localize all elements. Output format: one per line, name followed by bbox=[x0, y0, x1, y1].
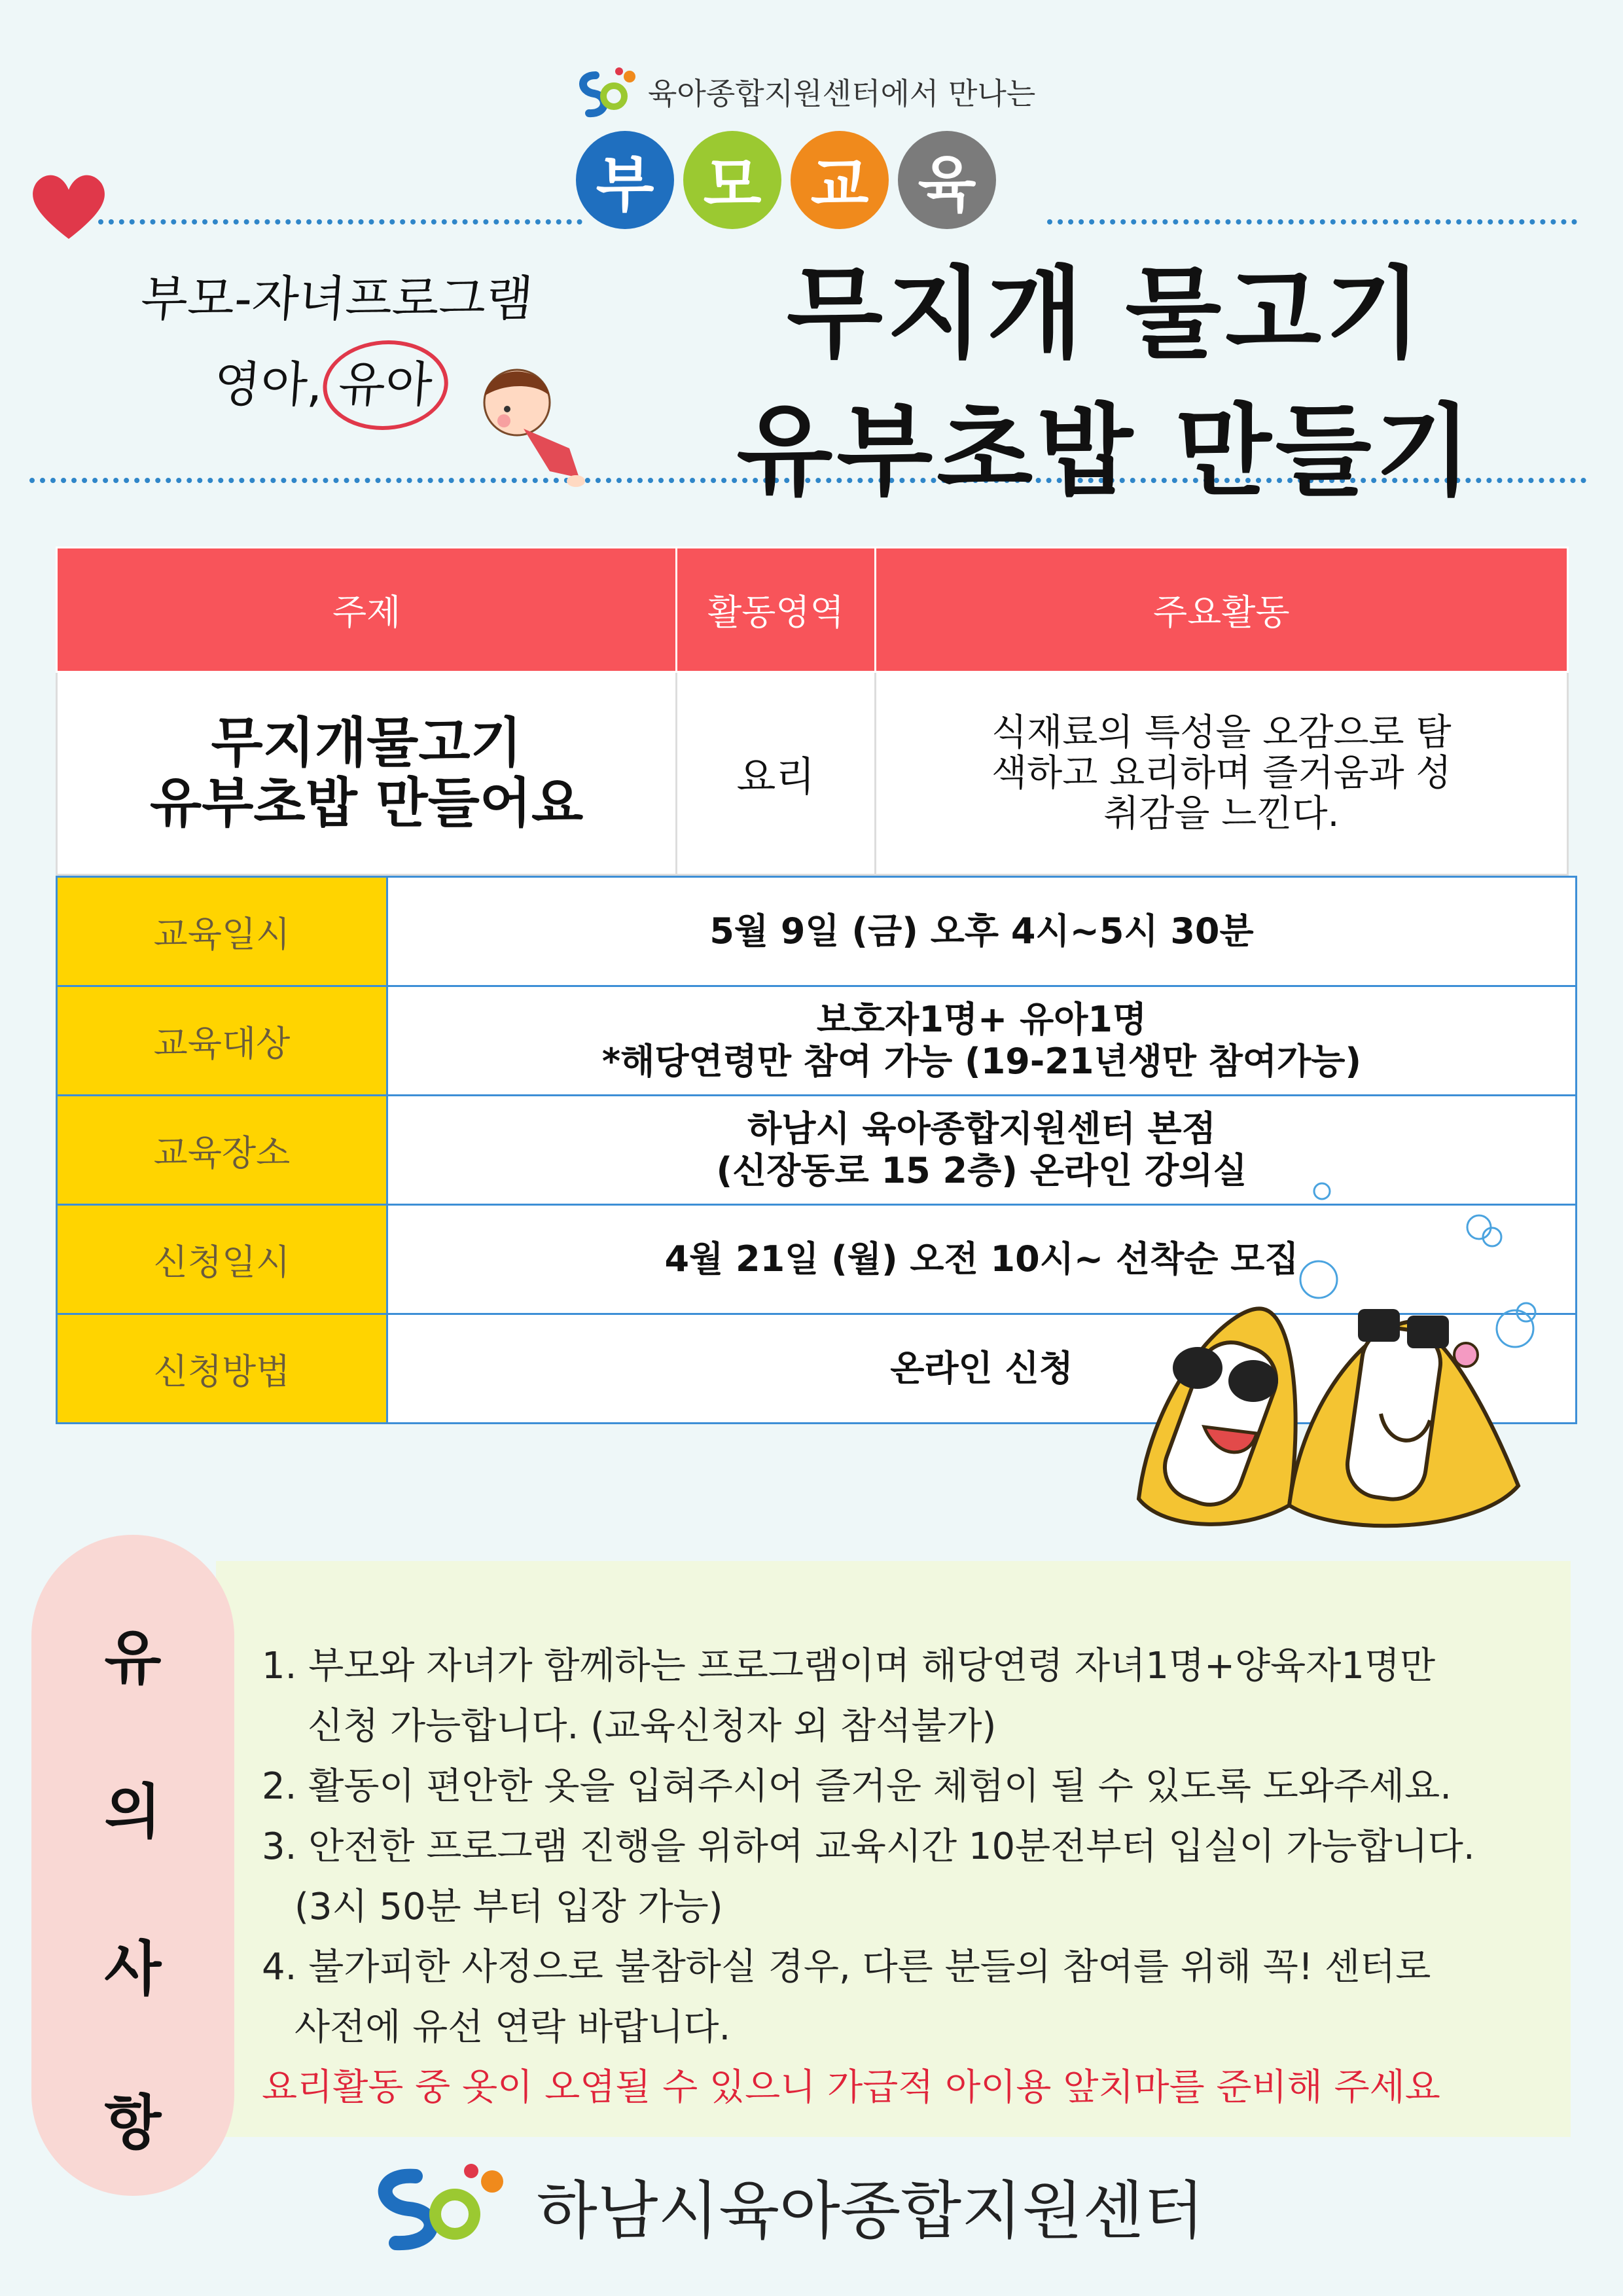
column-header: 활동영역 bbox=[677, 548, 875, 672]
caution-line: 4. 불가피한 사정으로 불참하실 경우, 다른 분들의 참여를 위해 꼭! 센터로 bbox=[262, 1946, 1431, 1988]
footer-org-name: 하남시육아종합지원센터 bbox=[537, 2174, 1205, 2248]
detail-label: 교육장소 bbox=[57, 1096, 387, 1205]
program-age-child: 유아 bbox=[320, 340, 452, 430]
header-subtitle-row bbox=[576, 62, 1035, 121]
detail-line: 5월 9일 (금) 오후 4시~5시 30분 bbox=[709, 910, 1254, 952]
detail-value bbox=[387, 986, 1577, 1096]
overview-header-row bbox=[57, 548, 1568, 672]
detail-value bbox=[387, 877, 1577, 986]
page-title bbox=[668, 245, 1544, 520]
detail-line: *해당연령만 참여 가능 (19-21년생만 참여가능) bbox=[601, 1041, 1362, 1082]
detail-line: 하남시 육아종합지원센터 본점 bbox=[747, 1108, 1216, 1149]
subject-cell bbox=[57, 672, 677, 875]
caution-line: 3. 안전한 프로그램 진행을 위하여 교육시간 10분전부터 입실이 가능합니다. bbox=[262, 1825, 1475, 1868]
baby-icon bbox=[471, 357, 589, 488]
title-line-2: 유부초밥 만들기 bbox=[736, 393, 1476, 509]
column-header: 주제 bbox=[57, 548, 677, 672]
table-row bbox=[57, 986, 1577, 1096]
heart-icon bbox=[26, 167, 111, 245]
caution-warning: 요리활동 중 옷이 오염될 수 있으니 가급적 아이용 앞치마를 준비해 주세요 bbox=[262, 2066, 1440, 2109]
logo-icon bbox=[576, 62, 641, 121]
detail-label: 교육대상 bbox=[57, 986, 387, 1096]
header-subtitle: 육아종합지원센터에서 만나는 bbox=[648, 76, 1036, 111]
program-age-infant: 영아, bbox=[211, 357, 325, 413]
category-badge: 교 bbox=[791, 131, 889, 229]
main-activity-line: 색하고 요리하며 즐거움과 성 bbox=[991, 751, 1452, 795]
main-activity-line: 식재료의 특성을 오감으로 탐 bbox=[991, 711, 1452, 754]
caution-line: 신청 가능합니다. (교육신청자 외 참석불가) bbox=[308, 1705, 997, 1748]
caution-line: (3시 50분 부터 입장 가능) bbox=[294, 1886, 723, 1928]
caution-line: 사전에 유선 연락 바랍니다. bbox=[294, 2006, 731, 2049]
header-divider bbox=[98, 219, 582, 224]
footer bbox=[366, 2157, 1204, 2255]
activity-area-cell: 요리 bbox=[677, 672, 875, 875]
rice-ball-character-icon bbox=[1126, 1289, 1531, 1551]
program-line: 부모-자녀프로그램 bbox=[139, 271, 535, 327]
cautions-heading-char: 유 bbox=[104, 1624, 162, 1693]
cautions-heading-char: 의 bbox=[104, 1778, 162, 1846]
detail-label: 신청일시 bbox=[57, 1205, 387, 1314]
category-badge: 부 bbox=[576, 131, 674, 229]
detail-line: 보호자1명+ 유아1명 bbox=[816, 999, 1147, 1040]
subject-line: 유부초밥 만들어요 bbox=[150, 772, 584, 834]
detail-label: 신청방법 bbox=[57, 1314, 387, 1424]
column-header: 주요활동 bbox=[875, 548, 1567, 672]
overview-table bbox=[56, 547, 1569, 876]
caution-line: 2. 활동이 편안한 옷을 입혀주시어 즐거운 체험이 될 수 있도록 도와주세요. bbox=[262, 1765, 1452, 1808]
detail-line: (신장동로 15 2층) 온라인 강의실 bbox=[716, 1150, 1247, 1191]
cautions-list bbox=[262, 1636, 1558, 2118]
title-line-1: 무지개 물고기 bbox=[787, 256, 1425, 372]
cautions-heading-char: 사 bbox=[104, 1935, 162, 2003]
subject-line: 무지개물고기 bbox=[211, 711, 522, 774]
header-divider bbox=[1047, 219, 1577, 224]
detail-label: 교육일시 bbox=[57, 877, 387, 986]
table-row bbox=[57, 877, 1577, 986]
caution-line: 1. 부모와 자녀가 함께하는 프로그램이며 해당연령 자녀1명+양육자1명만 bbox=[262, 1645, 1436, 1687]
main-activity-cell bbox=[875, 672, 1567, 875]
logo-icon bbox=[366, 2157, 517, 2255]
table-row bbox=[57, 672, 1568, 875]
category-badge: 육 bbox=[898, 131, 996, 229]
category-badge: 모 bbox=[683, 131, 781, 229]
detail-line: 4월 21일 (월) 오전 10시~ 선착순 모집 bbox=[664, 1238, 1299, 1280]
detail-line: 온라인 신청 bbox=[890, 1348, 1073, 1389]
cautions-heading-char: 항 bbox=[104, 2089, 162, 2157]
main-activity-line: 취감을 느낀다. bbox=[1103, 792, 1340, 835]
category-badges bbox=[576, 131, 996, 229]
